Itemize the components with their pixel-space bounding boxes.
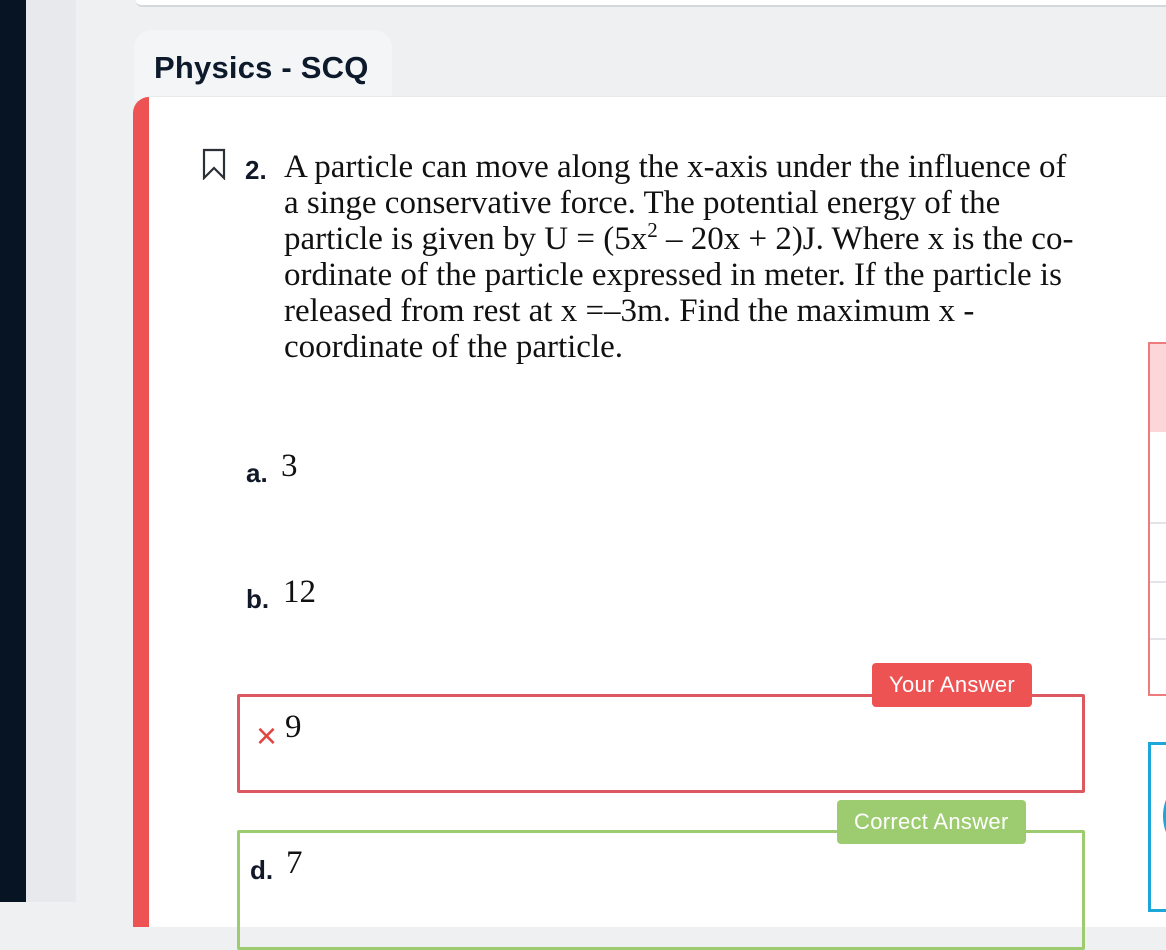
bookmark-icon[interactable]	[202, 148, 226, 180]
option-d-correct-answer[interactable]	[237, 830, 1085, 950]
side-panel-divider	[1150, 638, 1166, 640]
question-card	[133, 96, 1166, 927]
subject-tab-label: Physics - SCQ	[154, 50, 369, 85]
option-c-your-answer[interactable]	[237, 694, 1085, 793]
side-panel-summary	[1148, 342, 1166, 696]
subject-tab[interactable]	[134, 30, 392, 100]
question-text	[284, 149, 1084, 365]
question-text-part-1: A particle can move along the x-axis under the influence of a singe conservative force. The potential energy of the particle is given by U = (5x	[284, 149, 1067, 257]
correct-answer-badge: Correct Answer	[837, 800, 1026, 844]
side-panel-header	[1150, 344, 1166, 432]
side-panel-divider	[1150, 581, 1166, 583]
option-a-letter: a.	[246, 458, 268, 488]
sidebar-shadow	[26, 0, 76, 902]
option-a-value: 3	[281, 448, 298, 484]
side-panel-divider	[1150, 522, 1166, 524]
option-c-value: 9	[285, 709, 302, 745]
option-b-letter: b.	[246, 584, 270, 614]
option-b-value: 12	[283, 574, 316, 610]
side-panel-info	[1148, 742, 1166, 912]
your-answer-badge: Your Answer	[872, 663, 1032, 707]
option-d-value: 7	[286, 845, 303, 881]
previous-card-edge	[136, 0, 1166, 7]
cross-icon: ×	[256, 715, 278, 756]
question-exponent: 2	[647, 218, 658, 242]
question-text-part-2: – 20x + 2)J. Where x is the co-ordinate of the particle expressed in meter. If the particle is released from rest at x =–3m. Find the maximum x -coordinate of the particle.	[284, 221, 1074, 365]
option-d-letter: d.	[250, 855, 274, 885]
question-number: 2.	[245, 155, 267, 185]
app-sidebar-rail	[0, 0, 26, 902]
card-accent-bar	[133, 97, 149, 927]
